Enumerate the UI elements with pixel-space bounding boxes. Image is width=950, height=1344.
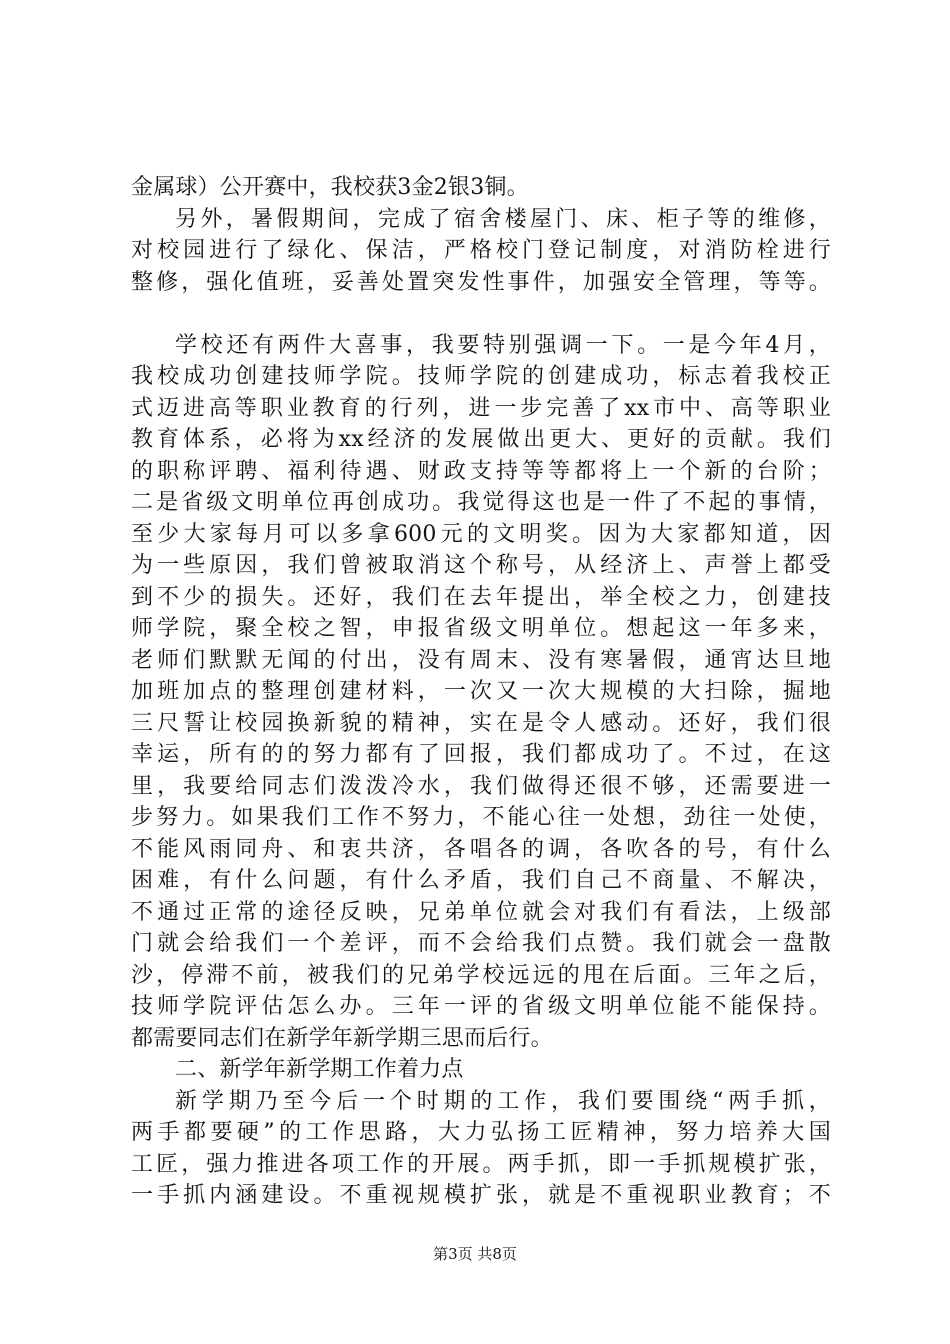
text-line: 师学院，聚全校之智，申报省级文明单位。想起这一年多来，	[131, 616, 831, 641]
text-line: 另外，暑假期间，完成了宿舍楼屋门、床、柜子等的维修，	[175, 206, 831, 232]
text-line: 工匠，强力推进各项工作的开展。两手抓，即一手抓规模扩张，	[131, 1151, 831, 1177]
text-line: 二、新学年新学期工作着力点	[175, 1057, 464, 1082]
text-line: 新学期乃至今后一个时期的工作，我们要围绕“两手抓，	[175, 1088, 831, 1114]
text-line: 对校园进行了绿化、保洁，严格校门登记制度，对消防栓进行	[131, 238, 831, 263]
text-line: 三尺誓让校园换新貌的精神，实在是令人感动。还好，我们很	[131, 710, 831, 736]
text-line: 门就会给我们一个差评，而不会给我们点赞。我们就会一盘散	[131, 931, 831, 956]
text-line: 整修，强化值班，妥善处置突发性事件，加强安全管理，等等。	[131, 269, 831, 295]
text-line: 金属球）公开赛中，我校获3金2银3铜。	[131, 175, 529, 200]
text-line: 为一些原因，我们曾被取消这个称号，从经济上、声誉上都受	[131, 553, 831, 578]
text-line: 到不少的损失。还好，我们在去年提出，举全校之力，创建技	[131, 584, 831, 610]
text-line: 步努力。如果我们工作不努力，不能心往一处想，劲往一处使，	[131, 805, 831, 830]
text-line: 学校还有两件大喜事，我要特别强调一下。一是今年4月，	[175, 332, 831, 358]
text-line: 技师学院评估怎么办。三年一评的省级文明单位能不能保持。	[131, 994, 831, 1019]
document-body	[131, 172, 831, 1212]
text-line: 式迈进高等职业教育的行列，进一步完善了xx市中、高等职业	[131, 395, 831, 421]
text-line: 我校成功创建技师学院。技师学院的创建成功，标志着我校正	[131, 364, 831, 389]
blank-line	[131, 298, 831, 330]
text-line: 沙，停滞不前，被我们的兄弟学校远远的甩在后面。三年之后，	[131, 962, 831, 988]
text-line: 至少大家每月可以多拿600元的文明奖。因为大家都知道，因	[131, 521, 831, 547]
text-line: 教育体系，必将为xx经济的发展做出更大、更好的贡献。我们	[131, 427, 831, 452]
text-line: 老师们默默无闻的付出，没有周末、没有寒暑假，通宵达旦地	[131, 647, 831, 673]
text-line: 幸运，所有的的努力都有了回报，我们都成功了。不过，在这	[131, 742, 831, 767]
text-line: 里，我要给同志们泼泼冷水，我们做得还很不够，还需要进一	[131, 773, 831, 799]
text-line: 两手都要硬”的工作思路，大力弘扬工匠精神，努力培养大国	[131, 1120, 831, 1145]
text-line: 一手抓内涵建设。不重视规模扩张，就是不重视职业教育；不	[131, 1183, 831, 1208]
text-line: 不能风雨同舟、和衷共济，各唱各的调，各吹各的号，有什么	[131, 836, 831, 862]
page-footer: 第3页 共8页	[433, 1245, 517, 1263]
text-line: 困难，有什么问题，有什么矛盾，我们自己不商量、不解决，	[131, 868, 831, 893]
text-line: 加班加点的整理创建材料，一次又一次大规模的大扫除，掘地	[131, 679, 831, 704]
text-line: 二是省级文明单位再创成功。我觉得这也是一件了不起的事情，	[131, 490, 831, 515]
text-line: 都需要同志们在新学年新学期三思而后行。	[131, 1025, 553, 1051]
text-line: 的职称评聘、福利待遇、财政支持等等都将上一个新的台阶；	[131, 458, 831, 484]
text-line: 不通过正常的途径反映，兄弟单位就会对我们有看法，上级部	[131, 899, 831, 925]
